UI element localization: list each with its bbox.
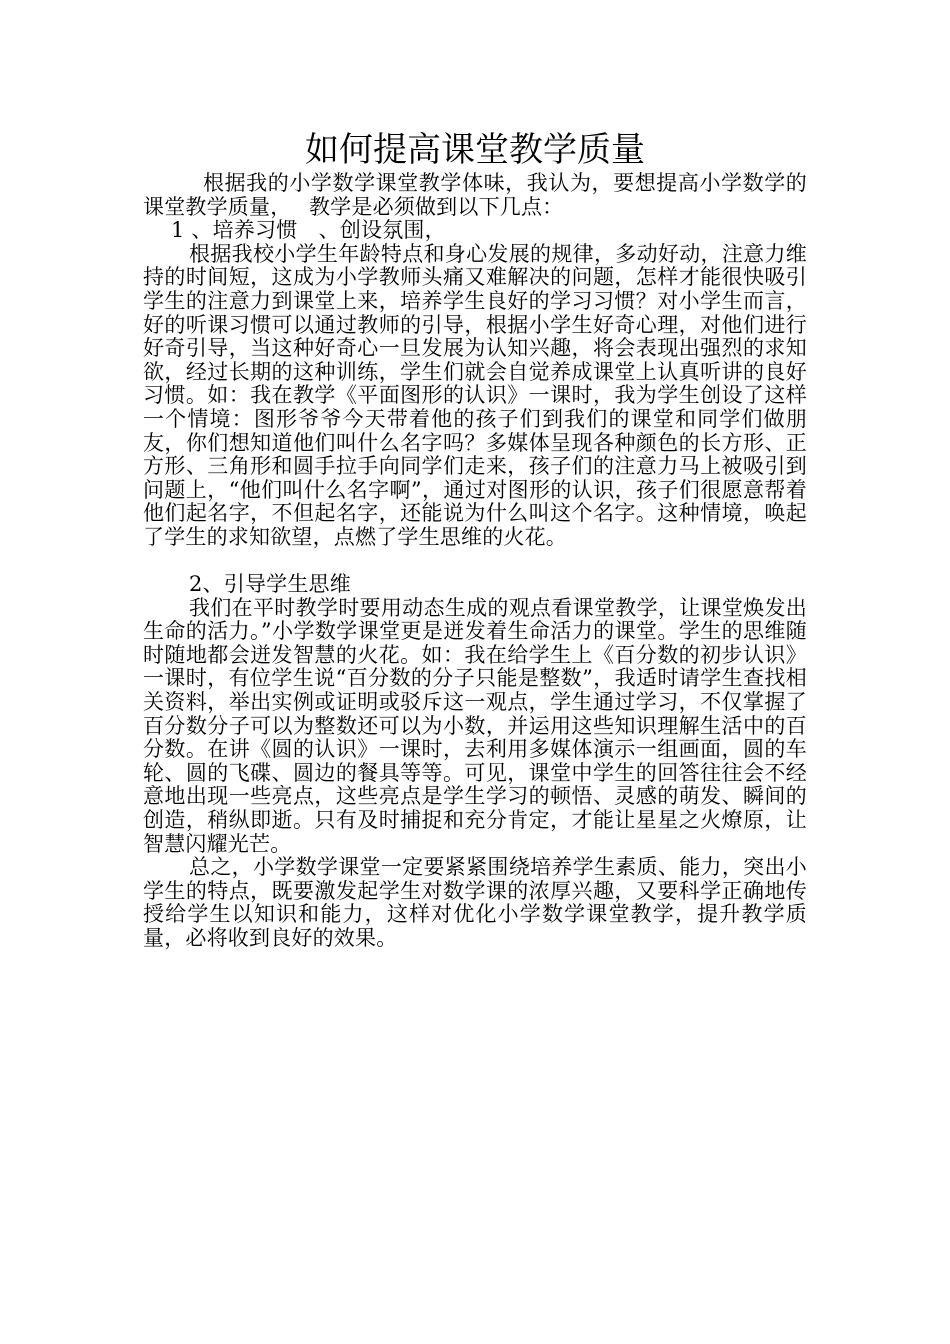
blank-line: [143, 550, 807, 574]
intro-paragraph: 根据我的小学数学课堂教学体味，我认为，要想提高小学数学的课堂教学质量， 教学是必须做到以下几点：: [143, 171, 807, 219]
section-2-paragraph: 我们在平时教学时要用动态生成的观点看课堂教学，让课堂焕发出生命的活力。”小学数学课堂更是迸发着生命活力的课堂。学生的思维随时随地都会迸发智慧的火花。如：我在给学生上《百分数的初步认识》一课时，有位学生说“百分数的分子只能是整数”，我适时请学生查找相关资料，举出实例或证明或驳斥这一观点，学生通过学习，不仅掌握了百分数分子可以为整数还可以为小数，并运用这些知识理解生活中的百分数。在讲《圆的认识》一课时，去利用多媒体演示一组画面，圆的车轮、圆的飞碟、圆边的餐具等等。可见，课堂中学生的回答往往会不经意地出现一些亮点，这些亮点是学生学习的顿悟、灵感的萌发、瞬间的创造，稍纵即逝。只有及时捕捉和充分肯定，才能让星星之火燎原，让智慧闪耀光芒。: [143, 595, 807, 856]
document-page: [143, 128, 807, 951]
section-heading-2: 2、引导学生思维: [189, 572, 351, 597]
document-title: 如何提高课堂教学质量: [305, 130, 645, 170]
conclusion-paragraph: 总之，小学数学课堂一定要紧紧围绕培养学生素质、能力，突出小学生的特点，既要激发起学生对数学课的浓厚兴趣，又要科学正确地传授给学生以知识和能力，这样对优化小学数学课堂教学，提升教学质量，必将收到良好的效果。: [143, 855, 807, 950]
section-1-paragraph: 根据我校小学生年龄特点和身心发展的规律，多动好动，注意力维持的时间短，这成为小学教师头痛又难解决的问题，怎样才能很快吸引学生的注意力到课堂上来，培养学生良好的学习习惯？对小学生而言，好的听课习惯可以通过教师的引导，根据小学生好奇心理，对他们进行好奇引导，当这种好奇心一旦发展为认知兴趣，将会表现出强烈的求知欲，经过长期的这种训练，学生们就会自觉养成课堂上认真听讲的良好习惯。如：我在教学《平面图形的认识》一课时，我为学生创设了这样一个情境：图形爷爷今天带着他的孩子们到我们的课堂和同学们做朋友，你们想知道他们叫什么名字吗？多媒体呈现各种颜色的长方形、正方形、三角形和圆手拉手向同学们走来，孩子们的注意力马上被吸引到问题上，“他们叫什么名字啊”，通过对图形的认识，孩子们很愿意帮着他们起名字，不但起名字，还能说为什么叫这个名字。这种情境，唤起了学生的求知欲望，点燃了学生思维的火花。: [143, 241, 807, 549]
section-heading-1: 1 、培养习惯 、创设氛围，: [171, 218, 446, 243]
